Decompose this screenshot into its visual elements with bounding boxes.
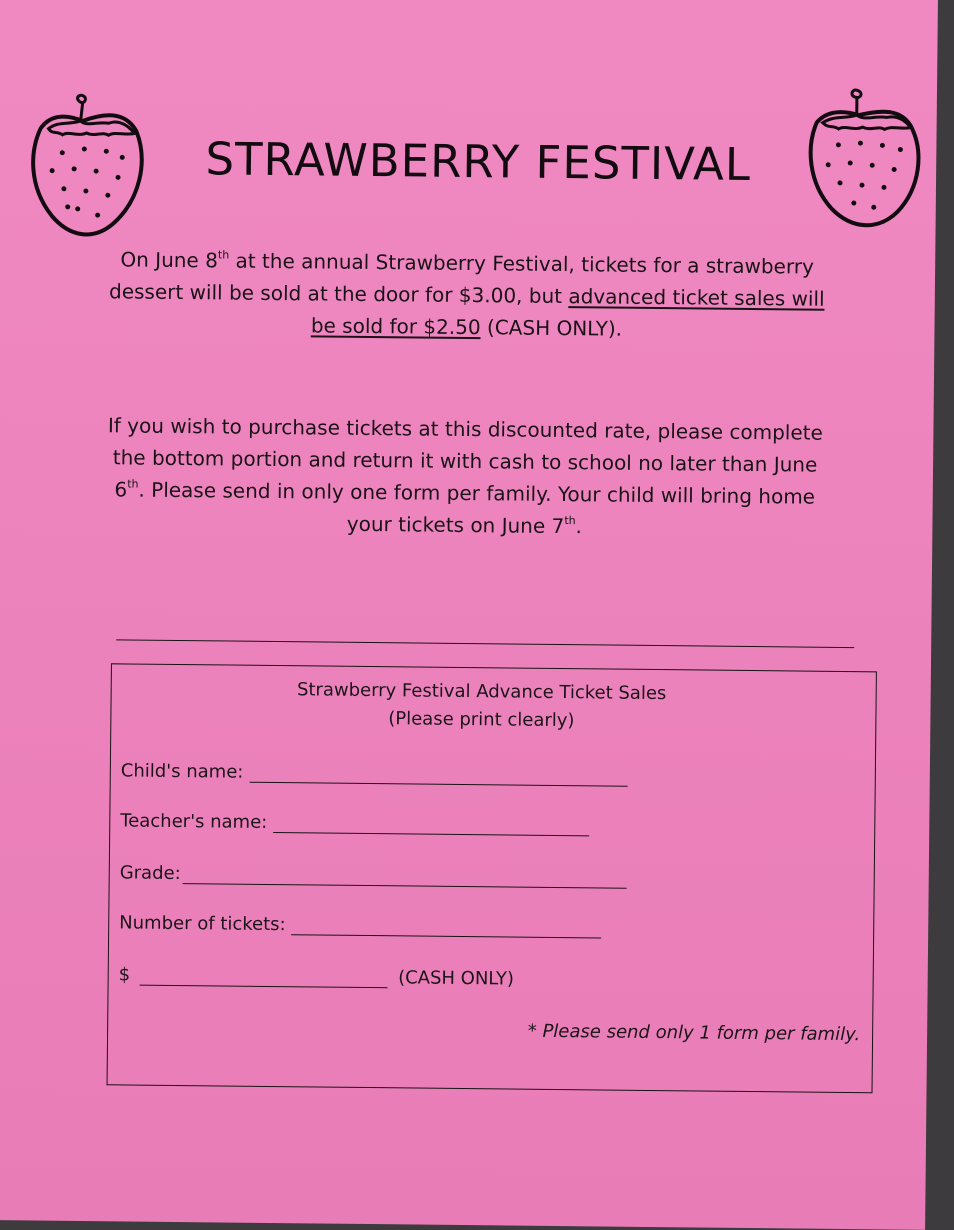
form-subheading: (Please print clearly) <box>388 708 575 732</box>
strawberry-icon-right <box>799 86 931 237</box>
intro-text-2: at the annual Strawberry Festival, tickets for a strawberry dessert will be sold at the door for $3.00, but <box>108 248 814 309</box>
child-name-label: Child's name: <box>120 760 244 783</box>
dollar-sign: $ <box>118 964 131 986</box>
child-name-field[interactable] <box>121 760 628 786</box>
number-of-tickets-label: Number of tickets: <box>119 912 286 936</box>
teacher-name-field[interactable] <box>120 810 589 836</box>
instructions-text-2: . Please send in only one form per family. Your child will bring home your tickets on June 7 <box>138 477 816 539</box>
intro-text-3: (CASH ONLY). <box>480 315 623 341</box>
strawberry-icon-left <box>21 90 153 241</box>
intro-text-1: On June 8 <box>120 247 219 273</box>
instructions-paragraph <box>104 409 825 545</box>
child-name-blank[interactable] <box>249 766 627 787</box>
page-title: STRAWBERRY FESTIVAL <box>205 132 752 191</box>
intro-sup-1: th <box>217 248 230 262</box>
form-footer-note: * Please send only 1 form per family. <box>527 1020 861 1046</box>
teacher-name-label: Teacher's name: <box>120 810 268 833</box>
grade-label: Grade: <box>119 862 181 885</box>
intro-underlined-text: advanced ticket sales will be sold for $2.50 <box>310 284 825 340</box>
teacher-name-blank[interactable] <box>273 816 589 836</box>
amount-cash-only-label: (CASH ONLY) <box>398 967 515 990</box>
amount-field[interactable] <box>119 964 515 989</box>
cut-line <box>116 639 854 648</box>
form-header <box>111 674 852 738</box>
instructions-sup-1: th <box>127 477 139 491</box>
instructions-text-1: If you wish to purchase tickets at this discounted rate, please complete the bottom portion and return it with cash to school no later than June 6 <box>107 413 824 502</box>
amount-blank[interactable] <box>140 969 388 989</box>
number-of-tickets-blank[interactable] <box>292 918 602 938</box>
ticket-order-form <box>107 663 877 1093</box>
grade-blank[interactable] <box>183 867 627 889</box>
instructions-text-3: . <box>575 514 583 539</box>
grade-field[interactable] <box>120 862 627 888</box>
instructions-sup-2: th <box>564 514 576 528</box>
intro-paragraph <box>106 243 827 347</box>
form-heading: Strawberry Festival Advance Ticket Sales <box>296 679 667 705</box>
number-of-tickets-field[interactable] <box>119 912 602 938</box>
